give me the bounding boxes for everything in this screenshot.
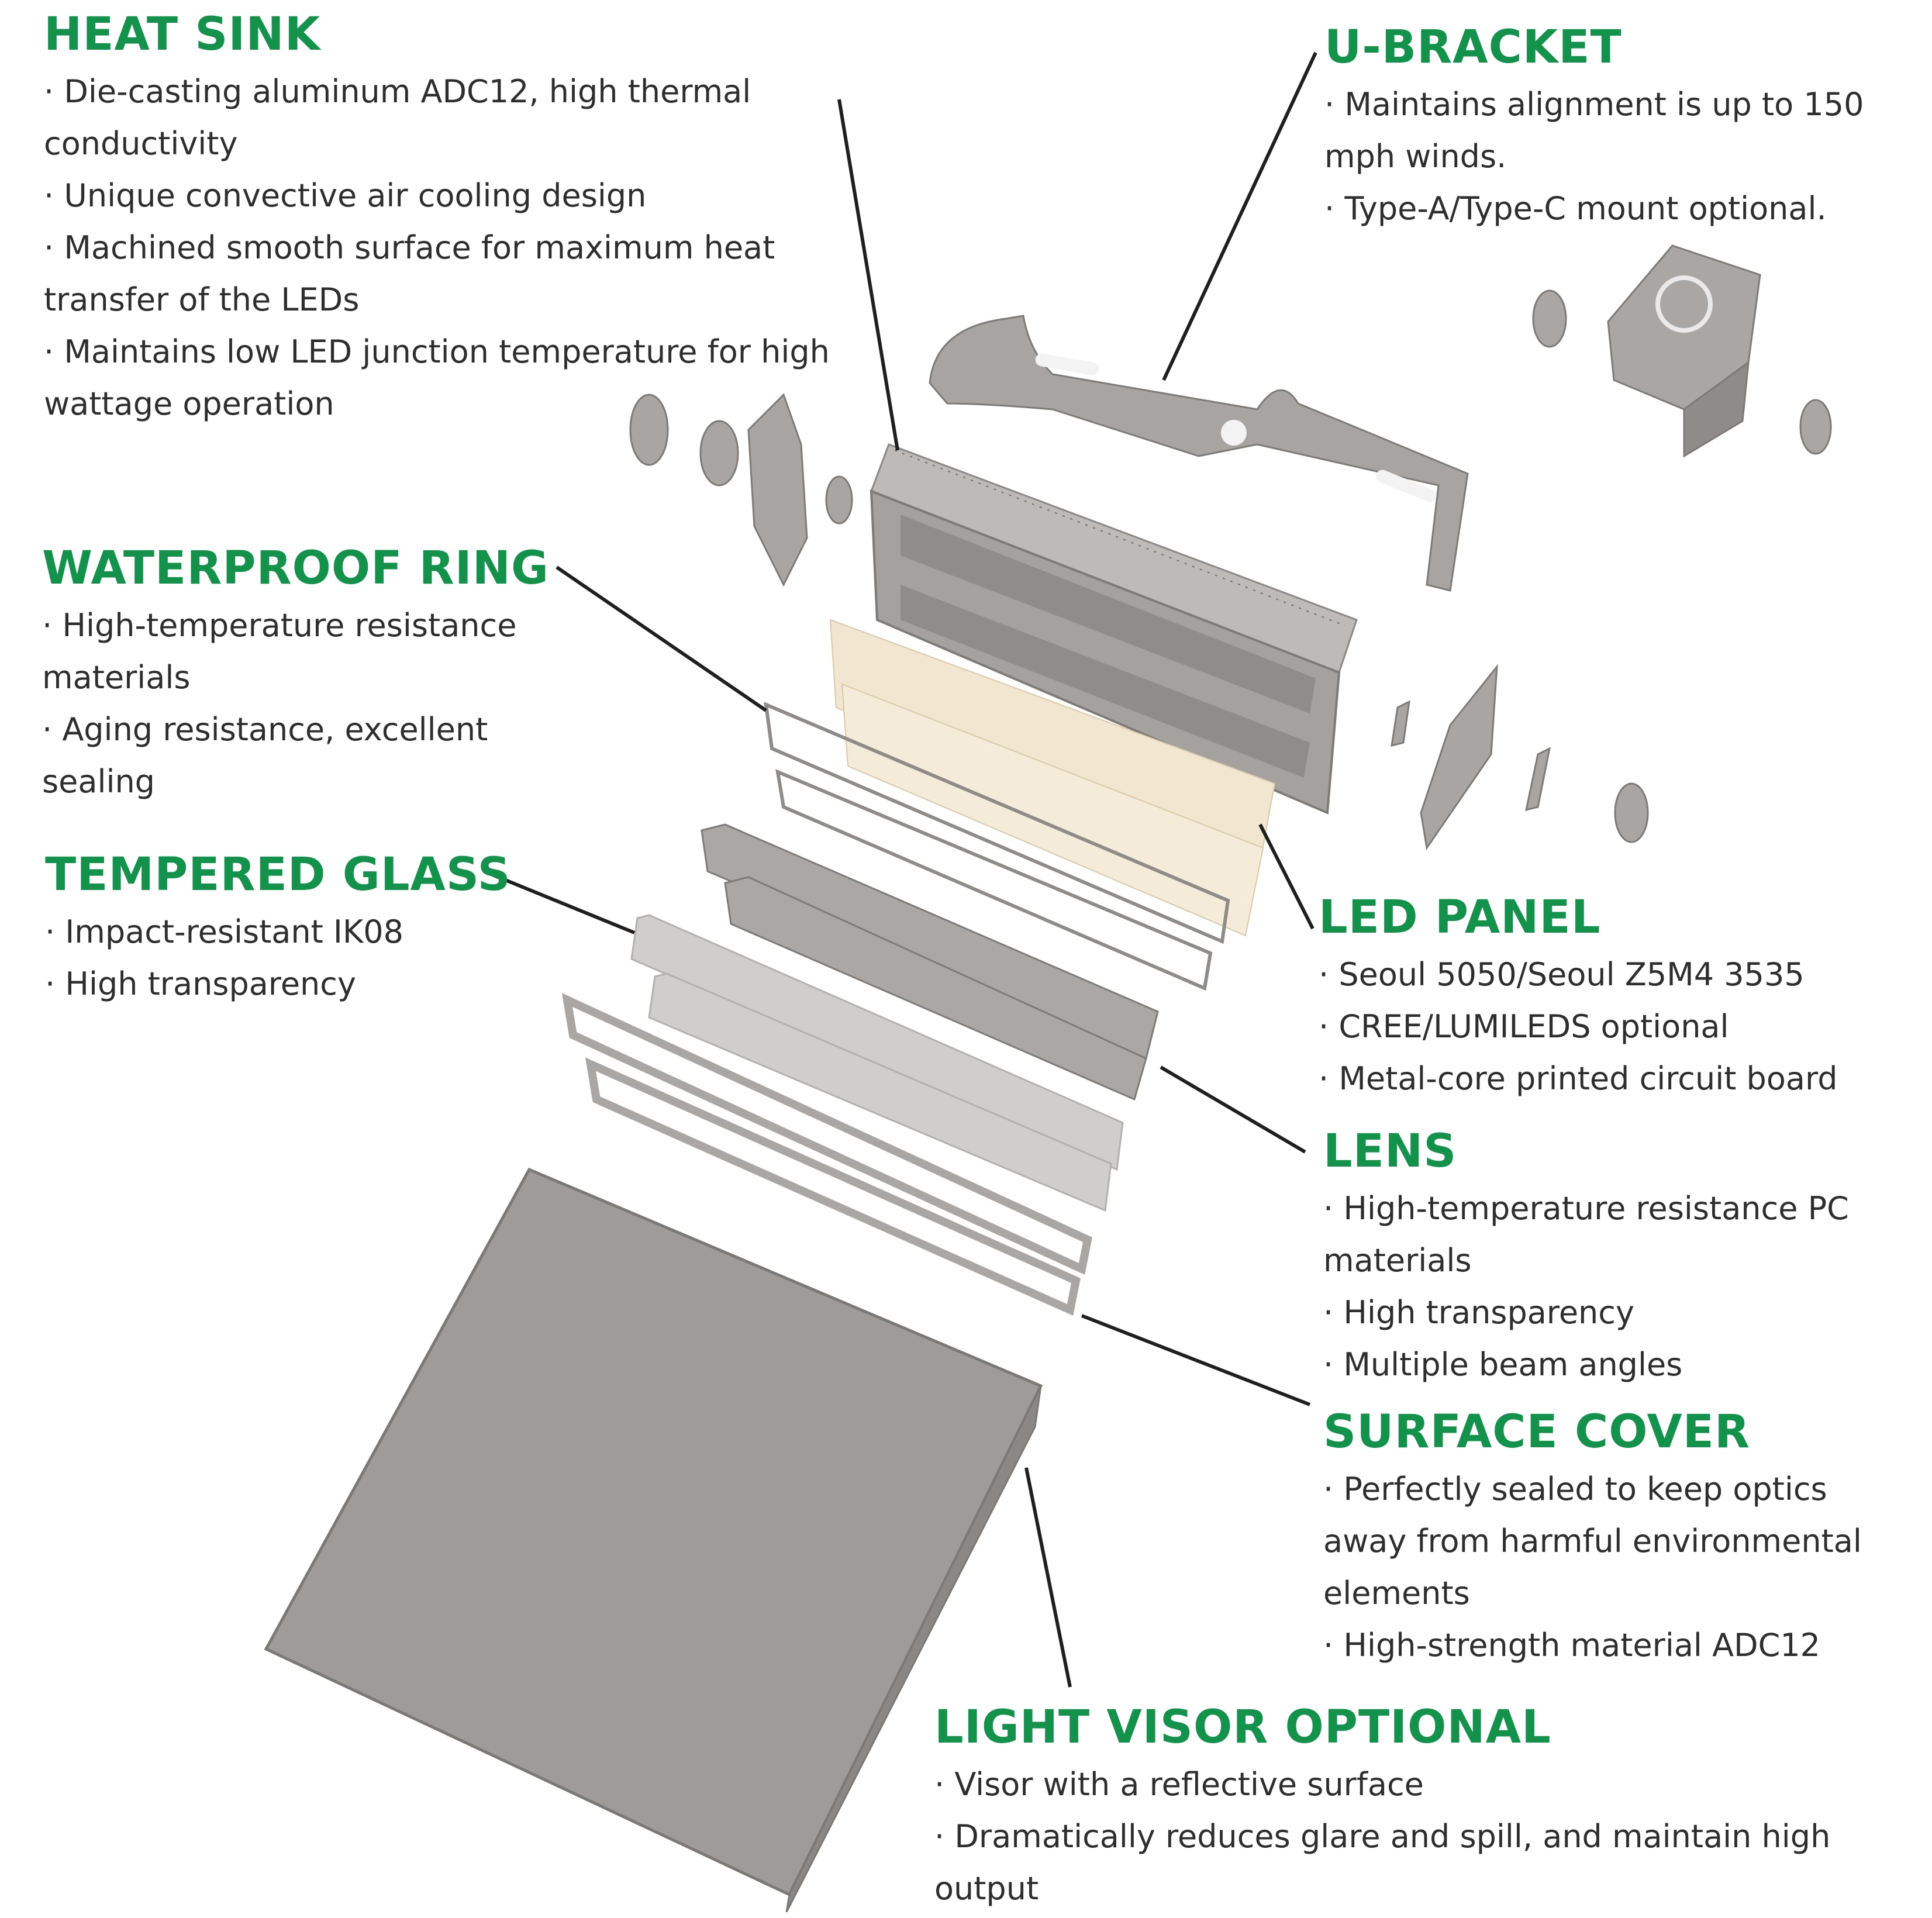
leader-line-waterproof-ring xyxy=(557,567,766,710)
heat-sink-bullets xyxy=(44,65,845,430)
lens-bullets xyxy=(1323,1182,1908,1391)
u-bracket-title: U-BRACKET xyxy=(1324,21,1622,74)
light-visor-part xyxy=(266,1170,1041,1912)
u-bracket-bullets xyxy=(1324,78,1909,234)
light-visor-bullet: · Dramatically reduces glare and spill, and maintain high output xyxy=(934,1810,1917,1914)
waterproof-ring-bullet: · High-temperature resistance materials xyxy=(42,599,586,703)
u-bracket-callout xyxy=(1324,21,1909,234)
led-panel-bullets xyxy=(1319,948,1921,1105)
lens-bullet: · Multiple beam angles xyxy=(1323,1339,1908,1391)
surface-cover-callout xyxy=(1323,1406,1908,1671)
light-visor-callout xyxy=(934,1701,1917,1914)
waterproof-ring-callout xyxy=(42,542,586,808)
surface-cover-bullet: · High-strength material ADC12 xyxy=(1323,1619,1908,1671)
leader-line-surface-cover xyxy=(1082,1316,1310,1405)
heat-sink-bullet: · Die-casting aluminum ADC12, high thermal conductivity xyxy=(44,65,845,170)
light-visor-bullets xyxy=(934,1758,1917,1914)
surface-cover-title: SURFACE COVER xyxy=(1323,1406,1751,1458)
hardware-parts-right xyxy=(1392,667,1648,848)
lens-callout xyxy=(1323,1125,1908,1391)
waterproof-ring-bullets xyxy=(42,599,586,808)
light-visor-bullet: · Visor with a reflective surface xyxy=(934,1758,1917,1810)
heat-sink-bullet: · Maintains low LED junction temperature for high wattage operation xyxy=(44,326,845,430)
leader-line-u-bracket xyxy=(1164,53,1316,380)
led-panel-bullet: · Metal-core printed circuit board xyxy=(1319,1053,1921,1105)
heat-sink-callout xyxy=(44,8,845,430)
lens-bullet: · High-temperature resistance PC materials xyxy=(1323,1182,1908,1286)
u-bracket-bullet: · Maintains alignment is up to 150 mph winds. xyxy=(1324,78,1909,182)
tempered-glass-bullet: · High transparency xyxy=(45,958,571,1010)
mount-adapter-part xyxy=(1533,246,1831,456)
led-panel-title: LED PANEL xyxy=(1319,891,1601,944)
leader-line-heat-sink xyxy=(839,99,898,450)
surface-cover-bullet: · Perfectly sealed to keep optics away from harmful environmental elements xyxy=(1323,1463,1908,1619)
lens-title: LENS xyxy=(1323,1125,1457,1178)
waterproof-ring-bullet: · Aging resistance, excellent sealing xyxy=(42,703,586,808)
heat-sink-bullet: · Unique convective air cooling design xyxy=(44,170,845,222)
tempered-glass-callout xyxy=(45,848,571,1010)
led-panel-bullet: · Seoul 5050/Seoul Z5M4 3535 xyxy=(1319,948,1921,1001)
light-visor-title: LIGHT VISOR OPTIONAL xyxy=(934,1701,1551,1754)
heat-sink-title: HEAT SINK xyxy=(44,8,321,61)
lens-bullet: · High transparency xyxy=(1323,1286,1908,1339)
surface-cover-bullets xyxy=(1323,1463,1908,1671)
u-bracket-bullet: · Type-A/Type-C mount optional. xyxy=(1324,182,1909,234)
leader-line-led-panel xyxy=(1260,825,1313,929)
waterproof-ring-title: WATERPROOF RING xyxy=(42,542,550,595)
heat-sink-bullet: · Machined smooth surface for maximum heat transfer of the LEDs xyxy=(44,222,845,326)
tempered-glass-title: TEMPERED GLASS xyxy=(45,848,511,901)
led-panel-callout xyxy=(1319,891,1921,1105)
tempered-glass-bullets xyxy=(45,906,571,1010)
leader-line-lens xyxy=(1161,1067,1305,1152)
led-panel-bullet: · CREE/LUMILEDS optional xyxy=(1319,1001,1921,1053)
tempered-glass-bullet: · Impact-resistant IK08 xyxy=(45,906,571,958)
leader-line-light-visor xyxy=(1026,1468,1070,1687)
